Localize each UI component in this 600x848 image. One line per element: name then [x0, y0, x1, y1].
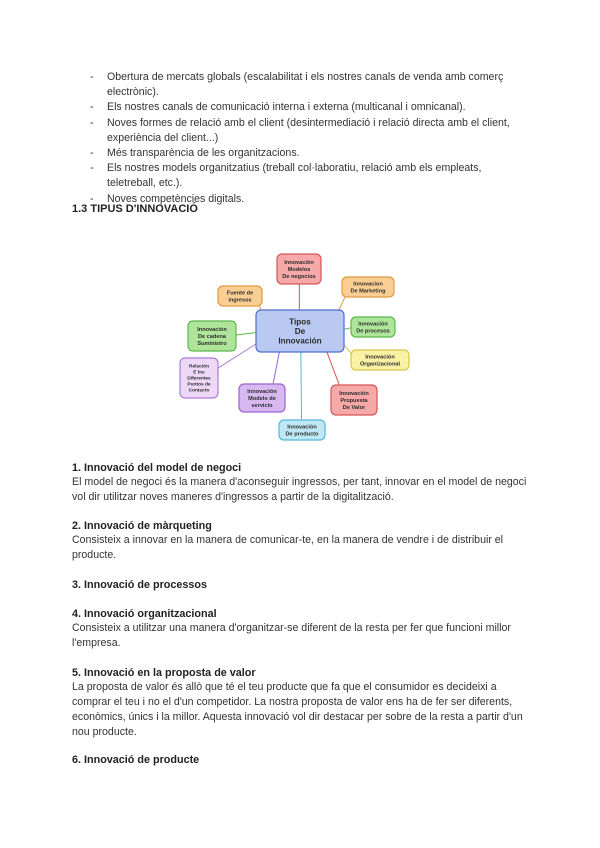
- list-item: [90, 70, 530, 100]
- bullet-text: Noves competències digitals.: [107, 192, 245, 205]
- bullet-marker: -: [90, 116, 94, 129]
- bullet-text: Més transparència de les organitzacions.: [107, 147, 300, 160]
- node-label: Innovación: [339, 391, 369, 398]
- connector-line: [272, 348, 280, 388]
- diagram-node: [277, 254, 321, 284]
- node-label: De Valor: [342, 404, 366, 411]
- node-label: Fuente de: [226, 290, 254, 297]
- diagram-node: [180, 358, 218, 398]
- section-title: 4. Innovació organitzacional: [72, 608, 217, 620]
- diagram-center-node: [256, 310, 344, 352]
- bullet-marker: -: [90, 101, 94, 114]
- section-text: El model de negoci és la manera d'aconseguir ingressos, per tant, innovar en el model de negoci vol dir utilitzar noves maneres d'ingressos a partir de la digitalització.: [72, 476, 527, 503]
- section-title: 6. Innovació de producte: [72, 754, 200, 766]
- node-label: Suministro: [197, 340, 227, 347]
- node-label: De cadena: [198, 333, 226, 340]
- node-label: Diferentes: [187, 376, 211, 382]
- node-label: Modelos: [287, 266, 311, 273]
- bullet-text: Els nostres models organitzatius (treball col·laboratiu, relació amb els empleats, teletreball, etc.).: [107, 162, 482, 190]
- diagram-node: [279, 420, 325, 440]
- list-item: [90, 100, 530, 115]
- section-text: La proposta de valor és allò que té el teu producte que fa que el consumidor es decideixi a comprar el teu i no el d'un competidor. La nostra proposta de valor ens ha de fer ser diferents, econòmics, únics i la millor. Aquesta innovació vol dir destacar per sobre de la resta a partir d'un nou producte.: [72, 681, 523, 738]
- section-heading: 1.3 TIPUS D'INNOVACIÓ: [72, 203, 198, 215]
- bullet-marker: -: [90, 71, 94, 83]
- node-label: Innovación: [278, 336, 322, 346]
- diagram-node: [218, 286, 262, 306]
- section-processes: [72, 578, 532, 592]
- bullet-marker: -: [90, 162, 94, 175]
- section-title: 1. Innovació del model de negoci: [72, 462, 242, 474]
- diagram-node: [342, 277, 394, 297]
- node-label: E los: [193, 370, 205, 376]
- diagram-node: [351, 317, 395, 337]
- node-label: Relación: [189, 364, 209, 370]
- list-item: [90, 161, 530, 191]
- node-label: Innovación: [284, 260, 314, 267]
- bullet-marker: -: [90, 192, 94, 205]
- node-label: Organizacional: [359, 361, 401, 368]
- node-label: De: [294, 326, 306, 336]
- list-item: [90, 116, 530, 146]
- list-item: [90, 146, 530, 161]
- section-product: [72, 753, 532, 767]
- node-label: ingresos: [228, 297, 252, 304]
- node-label: Innovacion: [353, 281, 383, 288]
- node-label: Innovación: [197, 327, 227, 334]
- bullet-text: Obertura de mercats globals (escalabilitat i els nostres canals de venda amb comerç electrònic).: [107, 71, 504, 99]
- node-label: Propuesta: [340, 397, 368, 404]
- section-organizational: [72, 607, 532, 651]
- bullet-marker: -: [90, 147, 94, 160]
- node-label: Innovación: [247, 389, 277, 396]
- section-title: 3. Innovació de processos: [72, 579, 208, 591]
- node-label: Innovación: [365, 354, 395, 361]
- diagram-node: [351, 350, 409, 370]
- node-label: De negocios: [282, 273, 316, 280]
- section-title: 2. Innovació de màrqueting: [72, 520, 212, 532]
- node-label: Tipos: [289, 317, 311, 327]
- diagram-node: [239, 384, 285, 412]
- node-label: De Marketing: [350, 288, 386, 295]
- connector-line: [301, 350, 302, 422]
- section-text: Consisteix a innovar en la manera de comunicar-te, en la manera de vendre i de distribuir el producte.: [72, 534, 504, 561]
- node-label: Modelo de: [248, 395, 276, 402]
- node-label: De procesos: [356, 328, 390, 335]
- diagram-node: [331, 385, 377, 415]
- section-title: 5. Innovació en la proposta de valor: [72, 667, 256, 679]
- section-marketing: [72, 519, 532, 563]
- node-label: Puntos de: [187, 382, 211, 388]
- node-label: Innovación: [358, 321, 388, 328]
- bullet-list: [90, 70, 530, 207]
- node-label: Innovación: [287, 424, 317, 431]
- node-label: servicio: [251, 402, 273, 409]
- innovation-types-diagram: [170, 248, 430, 444]
- section-value-proposition: [72, 666, 532, 740]
- diagram-node: [188, 321, 236, 351]
- section-business-model: [72, 461, 532, 505]
- bullet-text: Els nostres canals de comunicació interna i externa (multicanal i omnicanal).: [107, 101, 466, 114]
- section-text: Consisteix a utilitzar una manera d'organitzar-se diferent de la resta per fer que funcioni millor l'empresa.: [72, 622, 511, 649]
- node-label: De producto: [285, 431, 319, 438]
- bullet-text: Noves formes de relació amb el client (desintermediació i relació directa amb el client, experiència del client...): [107, 116, 510, 144]
- node-label: Contacto: [188, 388, 210, 394]
